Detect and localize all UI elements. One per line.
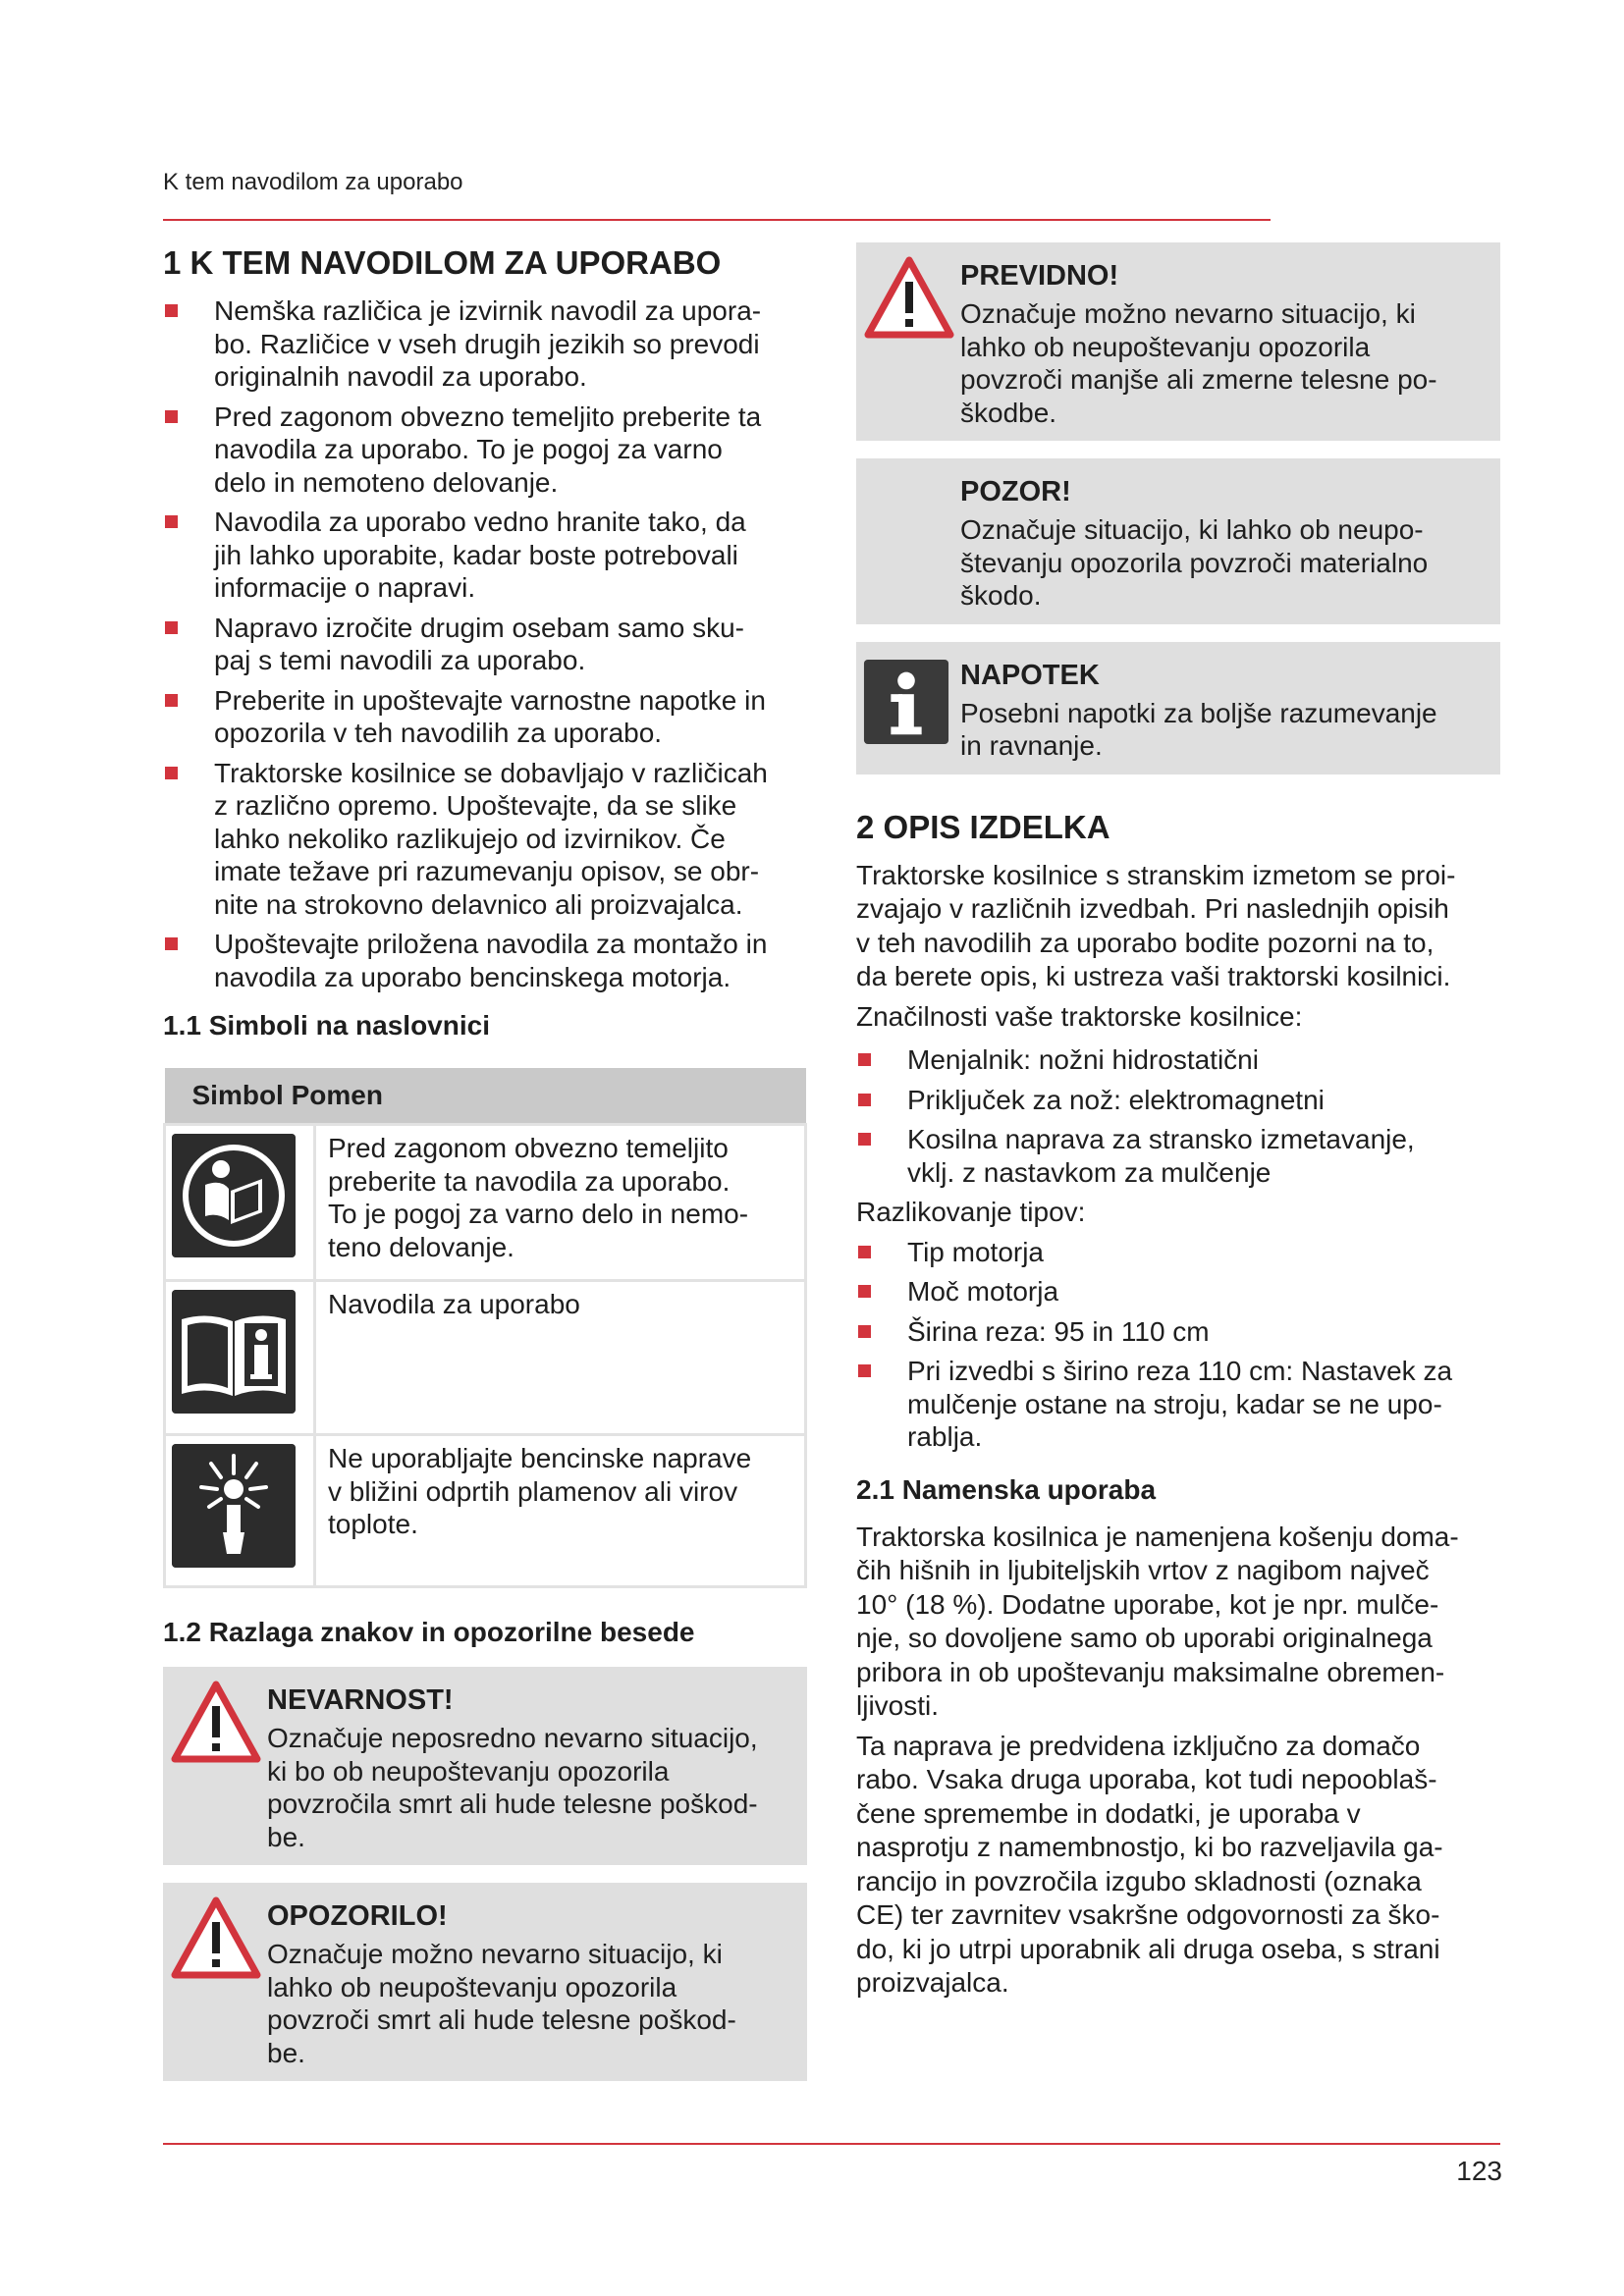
list-item: Napravo izročite drugim osebam samo sku- paj s temi navodili za uporabo. <box>163 612 807 677</box>
list-item: Pri izvedbi s širino reza 110 cm: Nastavek za mulčenje ostane na stroju, kadar se ne upo- rablja. <box>856 1355 1500 1454</box>
bullet-square-icon <box>165 767 178 779</box>
warning-triangle-icon <box>171 1681 261 1763</box>
types-list <box>856 1236 1500 1454</box>
features-list <box>856 1043 1500 1189</box>
symbol-meaning: Ne uporabljajte bencinske naprave v bližini odprtih plamenov ali virov toplote. <box>315 1435 806 1587</box>
bullet-square-icon <box>165 410 178 423</box>
section-2-1-paragraph-2: Ta naprava je predvidena izključno za domačo rabo. Vsaka druga uporaba, kot tudi nepooblaš- čene spremembe in dodatki, je uporaba v nasprotju z namembnostjo, ki bo razveljavila ga- rancijo in povzročila izgubo skladnosti (oznaka CE) ter zavrnitev vsakršne odgovornosti za ško- do, ki jo utrpi uporabnik ali druga oseba, s strani proizvajalca. <box>856 1730 1443 1998</box>
note-text: Posebni napotki za boljše razumevanje in ravnanje. <box>960 697 1437 761</box>
caution-title: PREVIDNO! <box>960 260 1119 292</box>
section-1-1-title: 1.1 Simboli na naslovnici <box>163 1010 490 1041</box>
attention-text: Označuje situacijo, ki lahko ob neupo- števanju opozorila povzroči materialno škodo. <box>960 514 1429 611</box>
warning-triangle-icon <box>171 1896 261 1979</box>
features-label: Značilnosti vaše traktorske kosilnice: <box>856 1000 1303 1032</box>
danger-notice <box>163 1667 807 1865</box>
right-column <box>856 242 1500 2006</box>
section-1-2-title: 1.2 Razlaga znakov in opozorilne besede <box>163 1617 695 1647</box>
bullet-square-icon <box>858 1246 871 1258</box>
danger-title: NEVARNOST! <box>267 1684 454 1716</box>
symbol-meaning: Navodila za uporabo <box>315 1281 806 1435</box>
bullet-square-icon <box>858 1053 871 1066</box>
section-1-title: 1 K TEM NAVODILOM ZA UPORABO <box>163 244 722 281</box>
list-item: Tip motorja <box>856 1236 1500 1269</box>
warning-triangle-icon <box>864 256 954 339</box>
symbols-table-header: Simbol Pomen <box>165 1068 806 1125</box>
warning-title: OPOZORILO! <box>267 1900 448 1932</box>
bullet-square-icon <box>858 1325 871 1338</box>
list-item: Navodila za uporabo vedno hranite tako, da jih lahko uporabite, kadar boste potrebovali informacije o napravi. <box>163 506 807 605</box>
danger-text: Označuje neposredno nevarno situacijo, ki bo ob neupoštevanju opozorila povzročila smrt ali hude telesne poškod- be. <box>267 1723 758 1852</box>
list-item: Preberite in upoštevajte varnostne napotke in opozorila v teh navodilih za uporabo. <box>163 684 807 750</box>
bullet-square-icon <box>858 1094 871 1106</box>
list-item: Menjalnik: nožni hidrostatični <box>856 1043 1500 1077</box>
note-title: NAPOTEK <box>960 659 1100 691</box>
bullet-square-icon <box>165 937 178 950</box>
table-row <box>165 1435 806 1587</box>
footer-divider <box>163 2143 1500 2145</box>
bullet-square-icon <box>165 515 178 528</box>
bullet-square-icon <box>858 1133 871 1146</box>
note-notice <box>856 642 1500 774</box>
list-item: Upoštevajte priložena navodila za montažo in navodila za uporabo bencinskega motorja. <box>163 928 807 993</box>
attention-title: POZOR! <box>960 476 1071 507</box>
types-label: Razlikovanje tipov: <box>856 1197 1086 1227</box>
section-2-1-title: 2.1 Namenska uporaba <box>856 1473 1157 1505</box>
list-item: Priključek za nož: elektromagnetni <box>856 1084 1500 1117</box>
list-item: Moč motorja <box>856 1275 1500 1308</box>
page-number: 123 <box>1456 2156 1502 2186</box>
section-2-title: 2 OPIS IZDELKA <box>856 808 1110 845</box>
table-row <box>165 1281 806 1435</box>
warning-notice <box>163 1883 807 2081</box>
list-item: Traktorske kosilnice se dobavljajo v različicah z različno opremo. Upoštevajte, da se slike lahko nekoliko razlikujejo od izvirnikov. Če imate težave pri razumevanju opisov, se obr- nite na strokovno delavnico ali proizvajalca. <box>163 757 807 922</box>
attention-notice <box>856 458 1500 624</box>
symbol-meaning: Pred zagonom obvezno temeljito preberite ta navodila za uporabo. To je pogoj za varno delo in nemo- teno delovanje. <box>315 1125 806 1281</box>
header-divider <box>163 219 1271 221</box>
section-2-1-paragraph-1: Traktorska kosilnica je namenjena košenju doma- čih hišnih in ljubiteljskih vrtov z nagibom največ 10° (18 %). Dodatne uporabe, kot je npr. mulče- nje, so dovoljene samo ob uporabi originalnega pribora in ob upoštevanju maksimalne obremen- ljivosti. <box>856 1521 1459 1721</box>
list-item: Širina reza: 95 in 110 cm <box>856 1315 1500 1349</box>
list-item: Pred zagonom obvezno temeljito preberite ta navodila za uporabo. To je pogoj za varno delo in nemoteno delovanje. <box>163 400 807 500</box>
caution-notice <box>856 242 1500 441</box>
warning-text: Označuje možno nevarno situacijo, ki lahko ob neupoštevanju opozorila povzroči smrt ali hude telesne poškod- be. <box>267 1939 736 2068</box>
manual-info-icon <box>172 1290 296 1414</box>
no-open-flame-icon <box>172 1444 296 1568</box>
bullet-square-icon <box>165 694 178 707</box>
running-header: K tem navodilom za uporabo <box>163 169 463 195</box>
bullet-square-icon <box>165 304 178 317</box>
list-item: Kosilna naprava za stransko izmetavanje, vklj. z nastavkom za mulčenje <box>856 1123 1500 1189</box>
table-row <box>165 1125 806 1281</box>
bullet-square-icon <box>858 1364 871 1377</box>
section-2-intro: Traktorske kosilnice s stranskim izmetom se proi- zvajajo v različnih izvedbah. Pri naslednjih opisih v teh navodilih za uporabo bodite pozorni na to, da berete opis, ki ustreza vaši traktorski kosilnici. <box>856 859 1456 991</box>
symbols-table <box>163 1068 807 1588</box>
read-manual-icon <box>172 1134 296 1257</box>
bullet-square-icon <box>858 1285 871 1298</box>
list-item: Nemška različica je izvirnik navodil za upora- bo. Različice v vseh drugih jezikih so prevodi originalnih navodil za uporabo. <box>163 294 807 394</box>
left-column <box>163 243 807 2081</box>
caution-text: Označuje možno nevarno situacijo, ki lahko ob neupoštevanju opozorila povzroči manjše ali zmerne telesne po- škodbe. <box>960 298 1437 428</box>
bullet-square-icon <box>165 621 178 634</box>
section-1-bullet-list <box>163 294 807 993</box>
info-icon <box>862 658 950 746</box>
